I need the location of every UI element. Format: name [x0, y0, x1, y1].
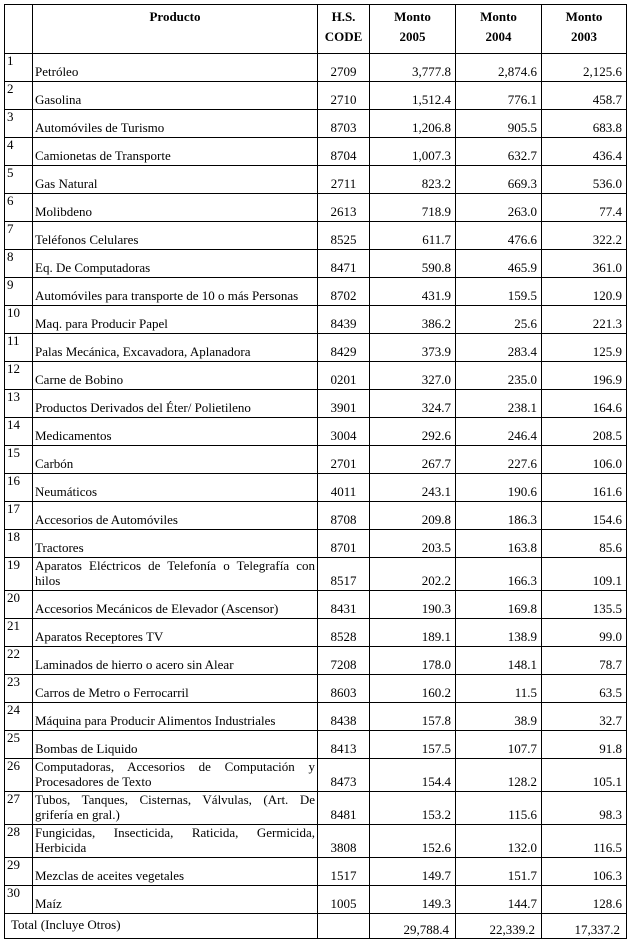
row-number: 15 — [5, 446, 33, 474]
hs-code: 8473 — [318, 759, 370, 792]
monto-2004: 11.5 — [456, 675, 542, 703]
row-number: 8 — [5, 250, 33, 278]
header-monto-2003 — [542, 5, 627, 54]
monto-2005: 590.8 — [370, 250, 456, 278]
product-name: Camionetas de Transporte — [33, 138, 318, 166]
monto-2005: 160.2 — [370, 675, 456, 703]
product-name: Palas Mecánica, Excavadora, Aplanadora — [33, 334, 318, 362]
product-name: Gas Natural — [33, 166, 318, 194]
monto-2005: 431.9 — [370, 278, 456, 306]
monto-2003: 154.6 — [542, 502, 627, 530]
product-name: Bombas de Liquido — [33, 731, 318, 759]
monto-2004: 190.6 — [456, 474, 542, 502]
row-number: 16 — [5, 474, 33, 502]
monto-2004: 238.1 — [456, 390, 542, 418]
table-row — [5, 82, 627, 110]
table-row — [5, 759, 627, 792]
product-name: Gasolina — [33, 82, 318, 110]
hs-code: 3004 — [318, 418, 370, 446]
monto-2004: 115.6 — [456, 792, 542, 825]
monto-2005: 267.7 — [370, 446, 456, 474]
row-number: 11 — [5, 334, 33, 362]
product-name: Mezclas de aceites vegetales — [33, 858, 318, 886]
table-row — [5, 390, 627, 418]
product-name: Carne de Bobino — [33, 362, 318, 390]
monto-2004: 138.9 — [456, 619, 542, 647]
monto-2003: 98.3 — [542, 792, 627, 825]
hs-code: 4011 — [318, 474, 370, 502]
monto-2004: 132.0 — [456, 825, 542, 858]
hs-code: 3808 — [318, 825, 370, 858]
monto-2005: 154.4 — [370, 759, 456, 792]
table-row — [5, 530, 627, 558]
monto-2004: 151.7 — [456, 858, 542, 886]
table-row — [5, 250, 627, 278]
monto-2003: 2,125.6 — [542, 54, 627, 82]
table-row — [5, 166, 627, 194]
monto-2003: 458.7 — [542, 82, 627, 110]
monto-2005: 178.0 — [370, 647, 456, 675]
hs-code: 1005 — [318, 886, 370, 914]
table-row — [5, 792, 627, 825]
row-number: 2 — [5, 82, 33, 110]
hs-code: 8517 — [318, 558, 370, 591]
product-name: Fungicidas, Insecticida, Raticida, Germicida, Herbicida — [33, 825, 318, 858]
product-name: Accesorios de Automóviles — [33, 502, 318, 530]
monto-2003: 116.5 — [542, 825, 627, 858]
monto-2005: 324.7 — [370, 390, 456, 418]
monto-2004: 159.5 — [456, 278, 542, 306]
row-number: 10 — [5, 306, 33, 334]
row-number: 20 — [5, 591, 33, 619]
monto-2005: 153.2 — [370, 792, 456, 825]
monto-2004: 465.9 — [456, 250, 542, 278]
monto-2004: 25.6 — [456, 306, 542, 334]
product-name: Tractores — [33, 530, 318, 558]
hs-code: 2701 — [318, 446, 370, 474]
row-number: 22 — [5, 647, 33, 675]
table-row — [5, 731, 627, 759]
row-number: 17 — [5, 502, 33, 530]
monto-2003: 322.2 — [542, 222, 627, 250]
hs-code: 8702 — [318, 278, 370, 306]
monto-2004: 128.2 — [456, 759, 542, 792]
product-name: Accesorios Mecánicos de Elevador (Ascensor) — [33, 591, 318, 619]
row-number: 14 — [5, 418, 33, 446]
product-name: Computadoras, Accesorios de Computación y Procesadores de Texto — [33, 759, 318, 792]
product-name: Automóviles de Turismo — [33, 110, 318, 138]
header-hs-code-line2: CODE — [324, 29, 363, 44]
monto-2004: 2,874.6 — [456, 54, 542, 82]
hs-code: 8701 — [318, 530, 370, 558]
header-number — [5, 5, 33, 54]
monto-2003: 436.4 — [542, 138, 627, 166]
monto-2005: 243.1 — [370, 474, 456, 502]
monto-2004: 283.4 — [456, 334, 542, 362]
product-name: Carbón — [33, 446, 318, 474]
row-number: 21 — [5, 619, 33, 647]
product-name: Máquina para Producir Alimentos Industriales — [33, 703, 318, 731]
imports-table — [4, 4, 627, 939]
monto-2003: 361.0 — [542, 250, 627, 278]
product-name: Laminados de hierro o acero sin Alear — [33, 647, 318, 675]
product-name: Molibdeno — [33, 194, 318, 222]
monto-2004: 186.3 — [456, 502, 542, 530]
monto-2005: 157.8 — [370, 703, 456, 731]
hs-code: 2709 — [318, 54, 370, 82]
monto-2003: 120.9 — [542, 278, 627, 306]
table-row — [5, 362, 627, 390]
hs-code: 8528 — [318, 619, 370, 647]
hs-code: 8525 — [318, 222, 370, 250]
hs-code: 8439 — [318, 306, 370, 334]
monto-2005: 202.2 — [370, 558, 456, 591]
hs-code: 8708 — [318, 502, 370, 530]
monto-2003: 161.6 — [542, 474, 627, 502]
row-number: 25 — [5, 731, 33, 759]
monto-2005: 3,777.8 — [370, 54, 456, 82]
monto-2005: 1,007.3 — [370, 138, 456, 166]
hs-code: 0201 — [318, 362, 370, 390]
row-number: 12 — [5, 362, 33, 390]
product-name: Maíz — [33, 886, 318, 914]
product-name: Aparatos Eléctricos de Telefonía o Telegrafía con hilos — [33, 558, 318, 591]
row-number: 24 — [5, 703, 33, 731]
table-row — [5, 222, 627, 250]
table-row — [5, 138, 627, 166]
header-monto-2004-line1: Monto — [480, 9, 517, 24]
total-monto-2005: 29,788.4 — [370, 914, 456, 939]
monto-2003: 32.7 — [542, 703, 627, 731]
header-monto-2003-line1: Monto — [565, 9, 603, 24]
table-row — [5, 591, 627, 619]
product-name: Petróleo — [33, 54, 318, 82]
header-product: Producto — [33, 5, 318, 54]
monto-2005: 149.3 — [370, 886, 456, 914]
monto-2005: 823.2 — [370, 166, 456, 194]
table-row — [5, 858, 627, 886]
monto-2004: 163.8 — [456, 530, 542, 558]
monto-2005: 189.1 — [370, 619, 456, 647]
table-row — [5, 110, 627, 138]
table-row — [5, 278, 627, 306]
hs-code: 2710 — [318, 82, 370, 110]
table-row — [5, 194, 627, 222]
row-number: 28 — [5, 825, 33, 858]
table-row — [5, 306, 627, 334]
table-row — [5, 334, 627, 362]
total-row — [5, 914, 627, 939]
row-number: 7 — [5, 222, 33, 250]
header-monto-2004-line2: 2004 — [485, 29, 512, 44]
row-number: 23 — [5, 675, 33, 703]
monto-2003: 63.5 — [542, 675, 627, 703]
header-hs-code-line1: H.S. — [331, 9, 356, 24]
row-number: 5 — [5, 166, 33, 194]
monto-2003: 109.1 — [542, 558, 627, 591]
monto-2004: 263.0 — [456, 194, 542, 222]
monto-2004: 905.5 — [456, 110, 542, 138]
product-name: Teléfonos Celulares — [33, 222, 318, 250]
monto-2004: 235.0 — [456, 362, 542, 390]
monto-2003: 208.5 — [542, 418, 627, 446]
row-number: 13 — [5, 390, 33, 418]
monto-2003: 164.6 — [542, 390, 627, 418]
monto-2005: 152.6 — [370, 825, 456, 858]
product-name: Neumáticos — [33, 474, 318, 502]
monto-2005: 157.5 — [370, 731, 456, 759]
monto-2004: 632.7 — [456, 138, 542, 166]
monto-2003: 128.6 — [542, 886, 627, 914]
monto-2003: 105.1 — [542, 759, 627, 792]
header-monto-2003-line2: 2003 — [571, 29, 597, 44]
monto-2003: 78.7 — [542, 647, 627, 675]
monto-2004: 144.7 — [456, 886, 542, 914]
monto-2003: 196.9 — [542, 362, 627, 390]
header-monto-2004 — [456, 5, 542, 54]
hs-code: 8481 — [318, 792, 370, 825]
table-row — [5, 558, 627, 591]
table-row — [5, 886, 627, 914]
product-name: Maq. para Producir Papel — [33, 306, 318, 334]
monto-2003: 85.6 — [542, 530, 627, 558]
row-number: 29 — [5, 858, 33, 886]
hs-code: 7208 — [318, 647, 370, 675]
document — [4, 4, 627, 939]
monto-2004: 38.9 — [456, 703, 542, 731]
monto-2004: 148.1 — [456, 647, 542, 675]
table-row — [5, 446, 627, 474]
hs-code: 8603 — [318, 675, 370, 703]
row-number: 3 — [5, 110, 33, 138]
table-row — [5, 54, 627, 82]
monto-2003: 106.0 — [542, 446, 627, 474]
product-name: Tubos, Tanques, Cisternas, Válvulas, (Art. De grifería en gral.) — [33, 792, 318, 825]
table-body — [5, 54, 627, 914]
total-code — [318, 914, 370, 939]
monto-2003: 77.4 — [542, 194, 627, 222]
monto-2005: 149.7 — [370, 858, 456, 886]
table-row — [5, 619, 627, 647]
product-name: Automóviles para transporte de 10 o más Personas — [33, 278, 318, 306]
total-monto-2004: 22,339.2 — [456, 914, 542, 939]
hs-code: 8703 — [318, 110, 370, 138]
monto-2004: 227.6 — [456, 446, 542, 474]
monto-2005: 203.5 — [370, 530, 456, 558]
header-monto-2005-line2: 2005 — [399, 29, 426, 44]
monto-2005: 209.8 — [370, 502, 456, 530]
monto-2004: 246.4 — [456, 418, 542, 446]
monto-2004: 776.1 — [456, 82, 542, 110]
monto-2003: 125.9 — [542, 334, 627, 362]
table-row — [5, 703, 627, 731]
monto-2003: 536.0 — [542, 166, 627, 194]
table-row — [5, 418, 627, 446]
monto-2003: 135.5 — [542, 591, 627, 619]
table-row — [5, 825, 627, 858]
monto-2005: 373.9 — [370, 334, 456, 362]
row-number: 9 — [5, 278, 33, 306]
header-monto-2005-line1: Monto — [394, 9, 431, 24]
hs-code: 8471 — [318, 250, 370, 278]
table-row — [5, 675, 627, 703]
row-number: 30 — [5, 886, 33, 914]
total-label: Total (Incluye Otros) — [5, 914, 318, 939]
monto-2005: 1,512.4 — [370, 82, 456, 110]
table-row — [5, 474, 627, 502]
hs-code: 8438 — [318, 703, 370, 731]
hs-code: 8431 — [318, 591, 370, 619]
hs-code: 2613 — [318, 194, 370, 222]
header-row — [5, 5, 627, 54]
product-name: Carros de Metro o Ferrocarril — [33, 675, 318, 703]
hs-code: 1517 — [318, 858, 370, 886]
monto-2003: 99.0 — [542, 619, 627, 647]
row-number: 26 — [5, 759, 33, 792]
monto-2003: 221.3 — [542, 306, 627, 334]
row-number: 27 — [5, 792, 33, 825]
monto-2005: 1,206.8 — [370, 110, 456, 138]
monto-2005: 718.9 — [370, 194, 456, 222]
monto-2005: 386.2 — [370, 306, 456, 334]
product-name: Eq. De Computadoras — [33, 250, 318, 278]
monto-2003: 91.8 — [542, 731, 627, 759]
row-number: 1 — [5, 54, 33, 82]
hs-code: 2711 — [318, 166, 370, 194]
hs-code: 3901 — [318, 390, 370, 418]
monto-2004: 107.7 — [456, 731, 542, 759]
product-name: Aparatos Receptores TV — [33, 619, 318, 647]
total-monto-2003: 17,337.2 — [542, 914, 627, 939]
monto-2005: 292.6 — [370, 418, 456, 446]
header-monto-2005 — [370, 5, 456, 54]
row-number: 18 — [5, 530, 33, 558]
monto-2003: 683.8 — [542, 110, 627, 138]
monto-2004: 669.3 — [456, 166, 542, 194]
row-number: 6 — [5, 194, 33, 222]
table-row — [5, 647, 627, 675]
header-hs-code — [318, 5, 370, 54]
monto-2003: 106.3 — [542, 858, 627, 886]
product-name: Productos Derivados del Éter/ Polietileno — [33, 390, 318, 418]
monto-2004: 476.6 — [456, 222, 542, 250]
row-number: 19 — [5, 558, 33, 591]
hs-code: 8429 — [318, 334, 370, 362]
table-row — [5, 502, 627, 530]
monto-2005: 190.3 — [370, 591, 456, 619]
monto-2004: 166.3 — [456, 558, 542, 591]
row-number: 4 — [5, 138, 33, 166]
hs-code: 8704 — [318, 138, 370, 166]
product-name: Medicamentos — [33, 418, 318, 446]
hs-code: 8413 — [318, 731, 370, 759]
monto-2004: 169.8 — [456, 591, 542, 619]
monto-2005: 327.0 — [370, 362, 456, 390]
monto-2005: 611.7 — [370, 222, 456, 250]
